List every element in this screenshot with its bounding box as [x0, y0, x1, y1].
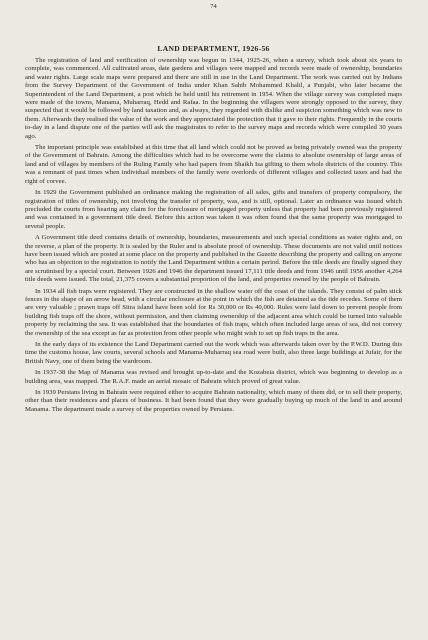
paragraph-title-deed: A Government title deed contains details of ownership, boundaries, measurements and such special conditions as water rights and, on the reverse, a plan of the property. It is sealed by the Ruler and is absolute proof of ownership. These documents are not valid until notices have been issued which are posted at some place on the property and published in the Gazette describing the property and calling on anyone who has an objection to the registration to notify the Land Department within a certain period. Before the title deeds are finally signed they are scrutinised by a special court. Between 1926 and 1946 the department issued 17,111 title deeds and from 1946 until 1956 another 4,264 title deeds were issued. The total, 21,375 covers a substantial proportion of the land, and properties owned by the people of Bahrain.: [25, 234, 402, 284]
paragraph-fish-traps: In 1934 all fish traps were registered. They are constructed in the shallow water off the coast of the islands. They consist of palm stick fences in the shape of an arrow head, with a circular enclosure at the point in which the fish are detained as the tide recedes. Some of them are very valuable ; prawn traps off Sitra island have been sold for Rs 30,000 or Rs 40,000. Rules were laid down to prevent people from building fish traps off the shore, without permission, and then claiming ownership of the adjacent area which could be turned into valuable property by reclaiming the sea. It was established that the boundaries of fish traps, which often included large areas of sea, did not convey the ownership of the sea except as far as protection from other people who might wish to set up fish traps in the area.: [25, 287, 402, 337]
paragraph-government-land: The important principle was established at this time that all land which could not be proved as being privately owned was the property of the Government of Bahrain. Among the difficulties which had to be overcome were the claims to absolute ownership of large areas of land and of villages by members of the Ruling Family who had papers from Shaikh Isa gifting to them whole districts of the country. This was a remnant of past times when individual members of the family were overlords of different villages and collected taxes and had the right of corvee.: [25, 144, 402, 185]
paragraph-survey: The registration of land and verification of ownership was begun in 1344, 1925-26, when a survey, which took about six years to complete, was commenced. All cultivated areas, date gardens and villages were mapped and records were made of ownership, boundaries and water rights. Large scale maps were prepared and there are still in use in the Land Department. The work was carried out by Indians from the Survey Department of the Government of India under Khan Sahib Mohammed Khalil, a Punjabi, who later became the Superintendent of the Land Department, a post which he held until his retirement in 1954. When the village survey was completed maps were made of the towns, Manama, Muharraq, Hedd and Rafaa. In the beginning the villagers were strongly opposed to the survey, they suspected that it would be followed by land taxation and, as always, they regarded with dislike and suspicion something which was new to them. Afterwards they realised the value of the work and they appreciated the protection that it gave to their rights. Frequently in the courts to-day in a land dispute one of the parties will ask the magistrates to refer to the survey maps and records which were compiled 30 years ago.: [25, 57, 402, 140]
paragraph-registration-ordinance: In 1929 the Government published an ordinance making the registration of all sales, gifts and transfers of property compulsory, the registration of titles of ownership, not involving the transfer of property, was, and is still, optional. Later an ordinance was issued which precluded the courts from hearing any claim for the foreclosure of mortgaged property unless that property had been previously registered and was contained in a government title deed. Before this action was taken it was often found that the same property was mortgaged to several people.: [25, 189, 402, 230]
gazette-italic: Gazette: [256, 250, 278, 258]
paragraph-public-works: In the early days of its existence the Land Department carried out the work which was afterwards taken over by the P.W.D. During this time the customs house, law courts, several schools and Manama-Muharraq sea road were built, also three large buildings at Jufair, for the British Navy, one of them being the wardroom.: [25, 341, 402, 365]
paragraph-persian-property: In 1939 Persians living in Bahrain were required either to acquire Bahrain nationality, which many of them did, or to sell their property, other than their residences and places of business. It had been found that they were gradually buying up much of the land in and around Manama. The department made a survey of the properties owned by Persians.: [25, 389, 402, 413]
paragraph-manama-map: In 1937-38 the Map of Manama was revised and brought up-to-date and the Kozabeia district, which was beginning to develop as a building area, was mapped. The R.A.F. made an aerial mosaic of Bahrain which proved of great value.: [25, 369, 402, 385]
page-number: 74: [210, 3, 217, 10]
section-title: LAND DEPARTMENT, 1926-56: [157, 44, 270, 53]
